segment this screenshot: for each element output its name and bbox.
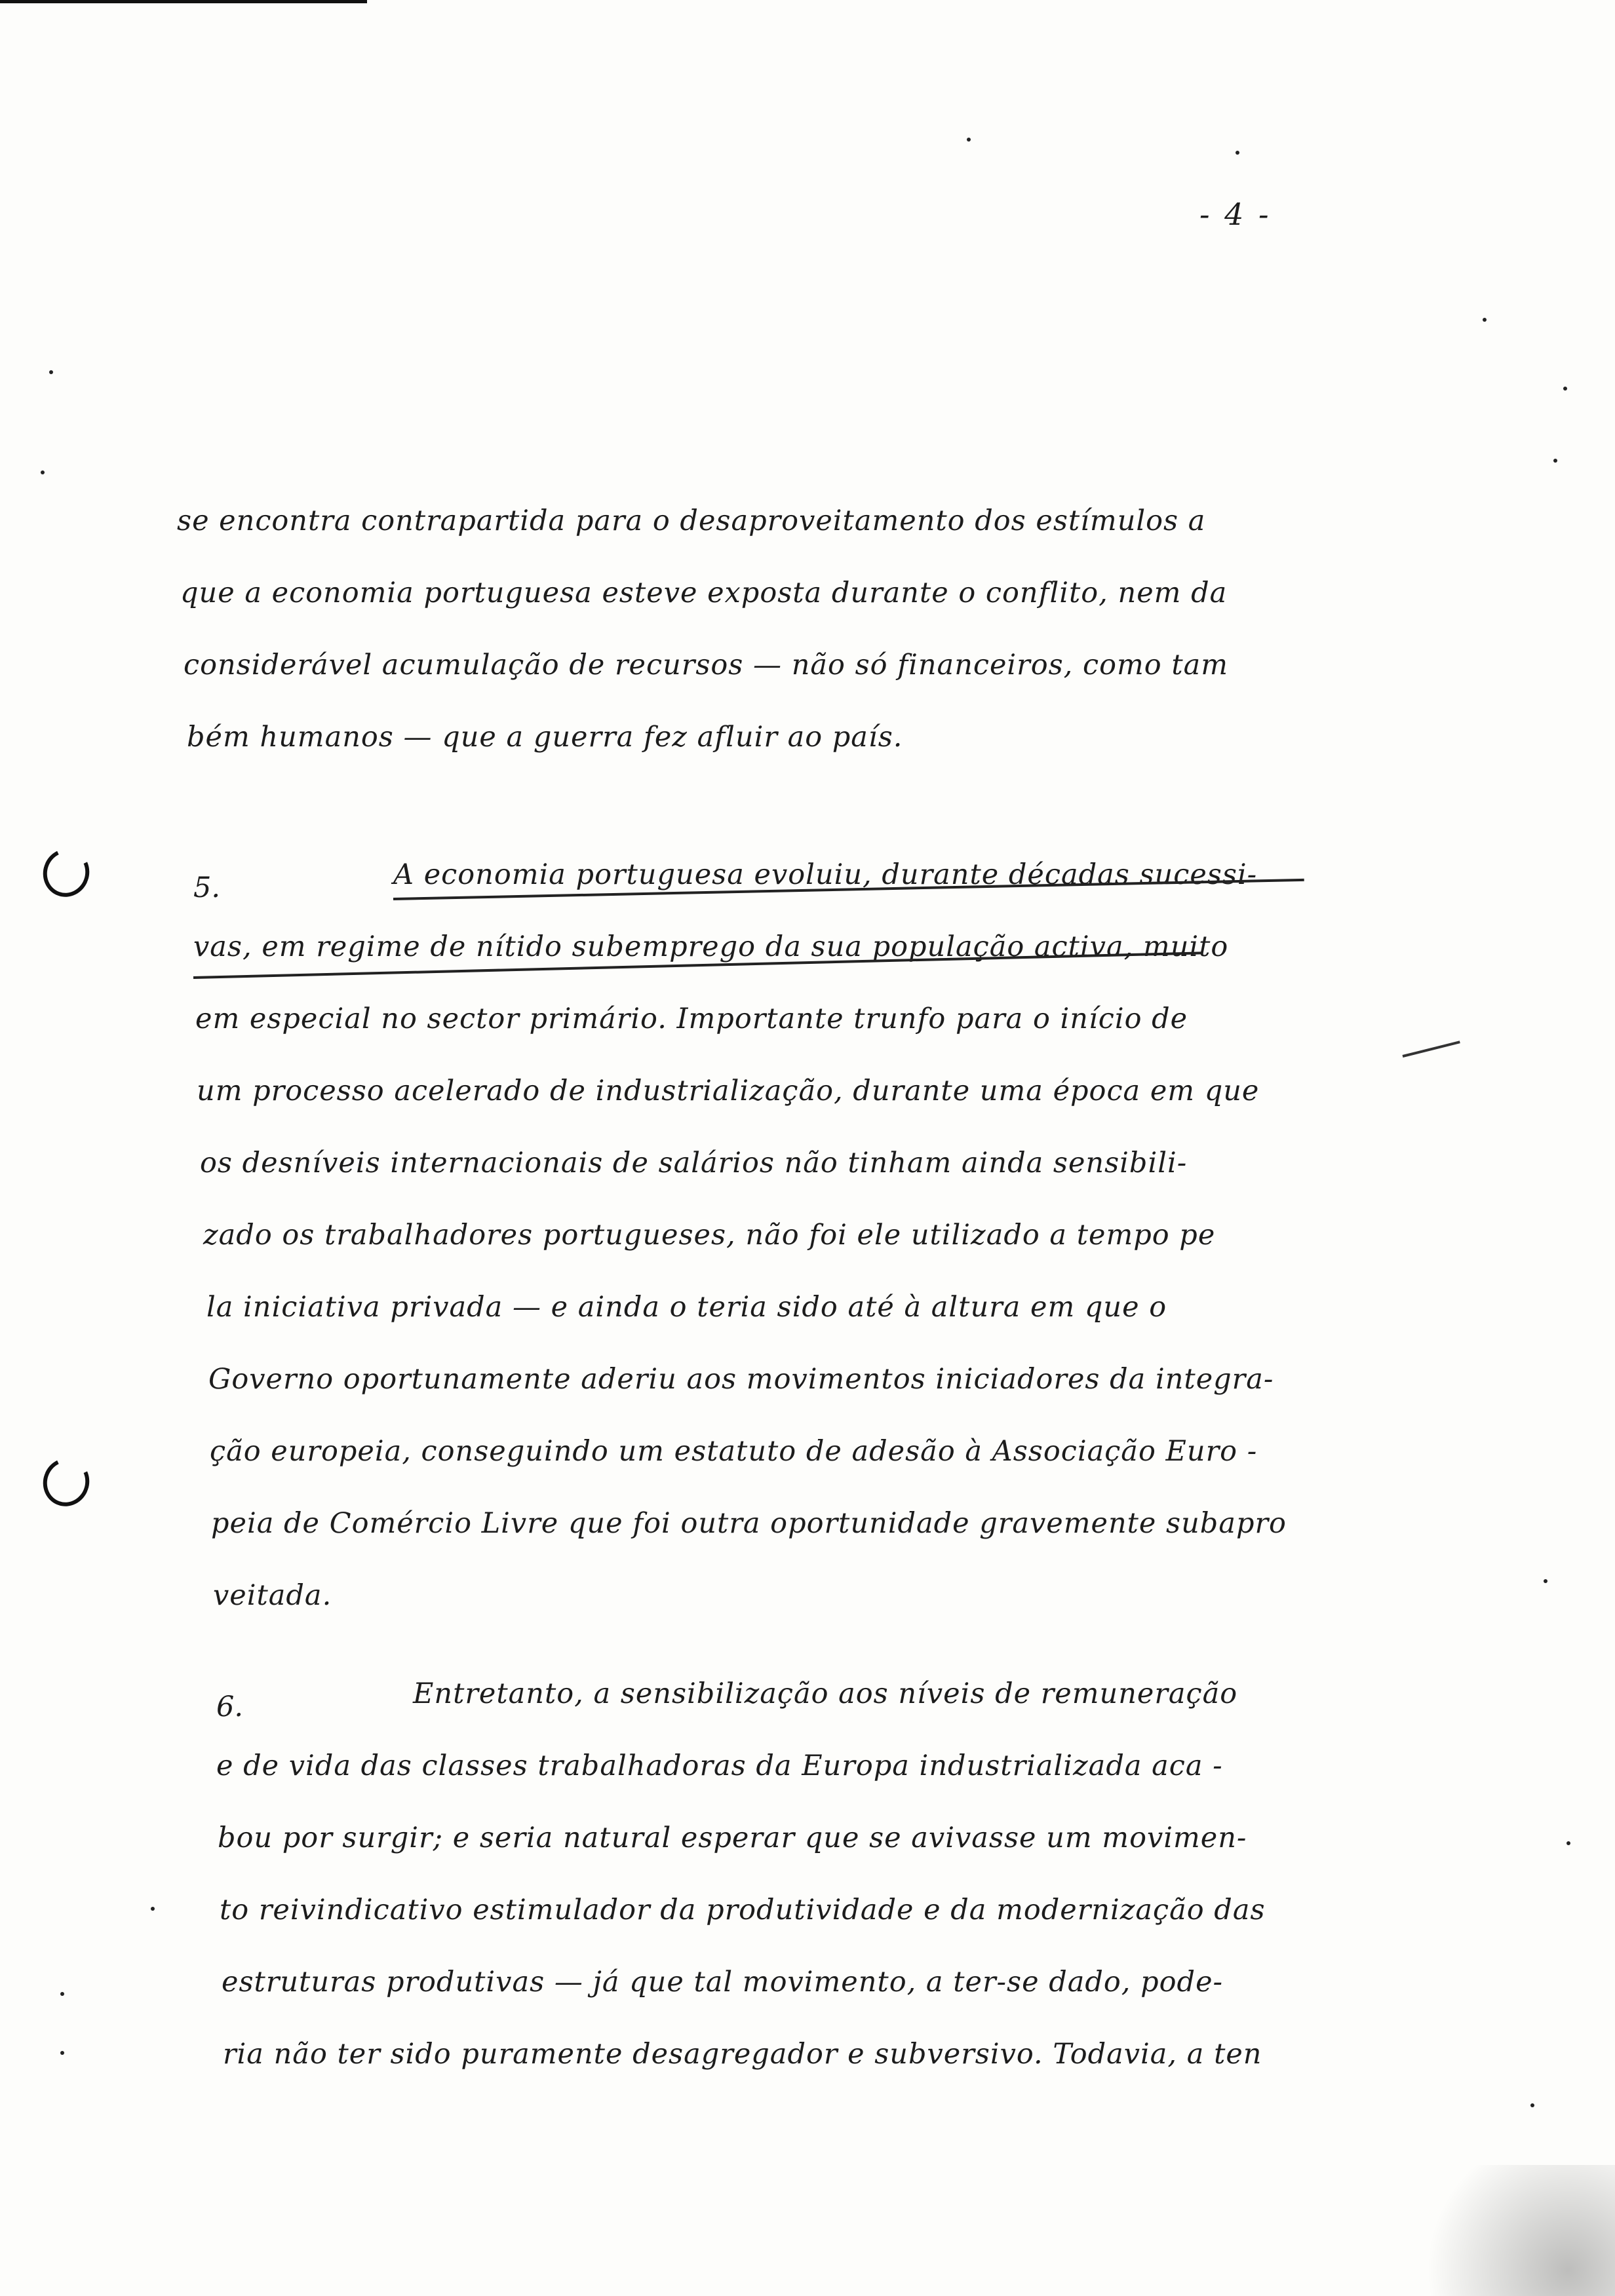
text-line: os desníveis internacionais de salários não tinham ainda sensibili- [200, 1147, 1188, 1179]
page-number: - 4 - [1199, 197, 1272, 232]
scan-speck [1553, 459, 1557, 463]
margin-pen-stroke [1403, 1041, 1460, 1058]
scan-speck [1544, 1579, 1547, 1583]
scan-noise [1379, 2165, 1615, 2296]
scan-speck [1563, 387, 1567, 391]
top-edge-rule [0, 0, 367, 3]
scan-speck [151, 1907, 155, 1911]
text-line: zado os trabalhadores portugueses, não foi ele utilizado a tempo pe [203, 1219, 1216, 1252]
text-line: la iniciativa privada — e ainda o teria sido até à altura em que o [206, 1291, 1167, 1324]
scan-speck [1236, 151, 1239, 155]
punch-hole-icon [36, 842, 96, 903]
punch-hole-icon [36, 1451, 96, 1512]
scan-speck [60, 1992, 64, 1996]
text-line: ção europeia, conseguindo um estatuto de adesão à Associação Euro - [210, 1435, 1258, 1468]
text-line: bou por surgir; e seria natural esperar que se avivasse um movimen- [218, 1822, 1247, 1854]
text-line: Entretanto, a sensibilização aos níveis de remuneração [413, 1677, 1238, 1710]
text-line: considerável acumulação de recursos — não só financeiros, como tam [184, 649, 1229, 681]
text-line: se encontra contrapartida para o desaproveitamento dos estímulos a [177, 505, 1206, 537]
text-line: to reivindicativo estimulador da produtividade e da modernização das [220, 1894, 1266, 1926]
text-line: A economia portuguesa evoluiu, durante décadas sucessi- [393, 858, 1258, 891]
text-line: vas, em regime de nítido subemprego da sua população activa, muito [193, 930, 1229, 963]
text-line: Governo oportunamente aderiu aos movimentos iniciadores da integra- [208, 1363, 1274, 1396]
paragraph-number: 6. [216, 1691, 244, 1723]
scan-speck [49, 370, 53, 374]
text-line: estruturas produtivas — já que tal movimento, a ter-se dado, pode- [222, 1966, 1224, 1999]
text-line: ria não ter sido puramente desagregador e subversivo. Todavia, a ten [223, 2038, 1262, 2071]
scan-speck [60, 2051, 64, 2055]
text-line: um processo acelerado de industrialização, durante uma época em que [197, 1075, 1260, 1107]
text-line: bém humanos — que a guerra fez afluir ao país. [187, 721, 903, 754]
text-line: e de vida das classes trabalhadoras da Europa industrializada aca - [216, 1750, 1223, 1782]
scan-speck [41, 470, 45, 474]
scan-speck [1483, 318, 1487, 322]
text-line: em especial no sector primário. Importante trunfo para o início de [195, 1003, 1188, 1035]
text-line: peia de Comércio Livre que foi outra oportunidade gravemente subapro [211, 1507, 1287, 1540]
scan-speck [1566, 1841, 1570, 1845]
scan-speck [1530, 2103, 1534, 2107]
text-line: que a economia portuguesa esteve exposta durante o conflito, nem da [180, 577, 1228, 609]
scan-speck [967, 138, 971, 142]
paragraph-number: 5. [193, 871, 221, 904]
text-line: veitada. [213, 1579, 332, 1612]
